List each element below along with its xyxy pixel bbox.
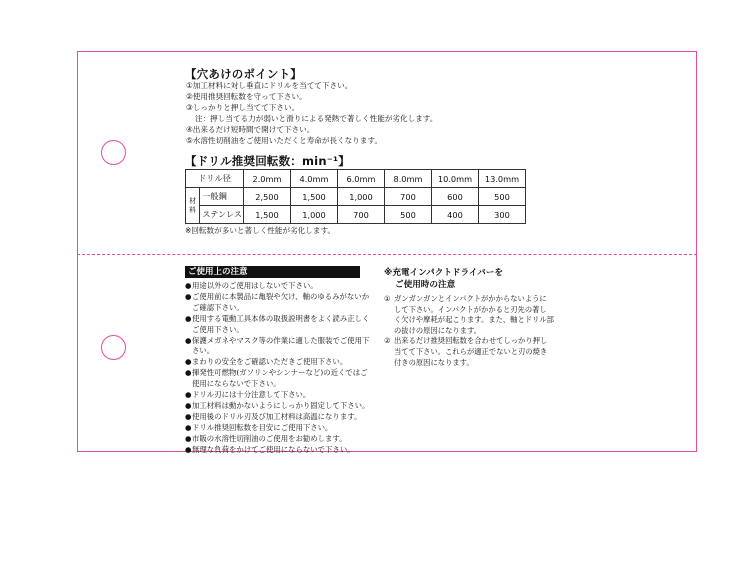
impact-driver-title — [384, 268, 503, 291]
list-item — [185, 445, 370, 456]
material-name: ステンレス — [200, 206, 244, 224]
size-8mm: 8.0mm — [385, 170, 432, 188]
table-cell: 2,500 — [244, 188, 291, 206]
step-4: ④出来るだけ短時間で開けて下さい。 — [186, 124, 315, 134]
caution-text: 用途以外のご使用はしないで下さい。 — [192, 281, 318, 290]
table-cell: 500 — [385, 206, 432, 224]
table-cell: 1,000 — [291, 206, 338, 224]
caution-text: ドリル推奨回転数を目安にご使用下さい。 — [192, 422, 333, 432]
size-10mm: 10.0mm — [432, 170, 479, 188]
size-6mm: 6.0mm — [338, 170, 385, 188]
drilling-points-title: 【穴あけのポイント】 — [185, 67, 302, 81]
bullet-icon: ● — [185, 422, 192, 432]
list-item — [185, 281, 370, 292]
rpm-table — [185, 169, 526, 224]
table-cell: 700 — [385, 188, 432, 206]
punch-hole-bottom — [101, 335, 126, 360]
bullet-icon: ● — [185, 433, 192, 443]
caution-text: 無理な負荷をかけてご使用にならないで下さい。 — [192, 444, 355, 454]
bullet-icon: ● — [185, 411, 192, 421]
step-1: ①加工材料に対し垂直にドリルを当てて下さい。 — [186, 81, 353, 90]
caution-text: 揮発性可燃物(ガソリンやシンナーなど)の近くではご使用にならないで下さい。 — [192, 368, 368, 389]
caution-list — [185, 281, 370, 456]
table-cell: 1,500 — [244, 206, 291, 224]
bullet-icon: ● — [185, 390, 192, 400]
item-number: ② — [384, 336, 391, 346]
caution-text: 加工材料は動かないようにしっかり固定して下さい。 — [192, 400, 370, 410]
list-item — [185, 401, 370, 412]
caution-text: ドリル刃には十分注意して下さい。 — [192, 390, 311, 400]
bullet-icon: ● — [185, 291, 192, 301]
material-group-label — [186, 188, 200, 224]
impact-title-line-2: ご使用時の注意 — [395, 279, 456, 290]
table-corner-label: ドリル径 — [186, 170, 244, 188]
list-item — [185, 434, 370, 445]
material-group-text: 材料 — [189, 196, 197, 214]
size-13mm: 13.0mm — [479, 170, 526, 188]
list-item — [185, 412, 370, 423]
fold-line — [77, 254, 697, 255]
bullet-icon: ● — [185, 400, 192, 410]
material-name: 一般鋼 — [200, 188, 244, 206]
table-cell: 300 — [479, 206, 526, 224]
caution-text: ご使用前に本製品に亀裂や欠け、軸のゆるみがないかご確認下さい。 — [192, 291, 370, 312]
impact-text: 出来るだけ推奨回転数を合わせてしっかり押し当てて下さい。これらが適正でないと刃の焼き付きの原因になります。 — [394, 336, 548, 367]
step-3: ③しっかりと押し当てて下さい。 — [186, 102, 300, 112]
impact-title-line-1: ※充電インパクトドライバーを — [384, 268, 504, 278]
list-item — [185, 314, 370, 336]
caution-text: 使用する電動工具本体の取扱説明書をよく読み正しくご使用下さい。 — [192, 313, 370, 334]
caution-text: 使用後のドリル刃及び加工材料は高温になります。 — [192, 411, 362, 421]
drilling-points-list — [186, 81, 437, 146]
table-row — [186, 188, 526, 206]
list-item — [384, 336, 554, 368]
caution-text: まわりの安全をご確認いただきご使用下さい。 — [192, 357, 348, 367]
list-item — [185, 357, 370, 368]
table-cell: 1,000 — [338, 188, 385, 206]
impact-driver-list — [384, 294, 554, 368]
rpm-table-title: 【ドリル推奨回転数：min⁻¹】 — [185, 154, 350, 168]
step-3-note: 注：押し当てる力が弱いと滑りによる発熱で著しく性能が劣化します。 — [195, 113, 438, 123]
step-2: ②使用推奨回転数を守って下さい。 — [186, 91, 307, 101]
list-item — [185, 368, 370, 390]
table-cell: 600 — [432, 188, 479, 206]
caution-text: 市販の水溶性切削油のご使用をお勧めします。 — [192, 433, 347, 443]
bullet-icon: ● — [185, 281, 192, 290]
caution-text: 保護メガネやマスク等の作業に適した服装でご使用下さい。 — [192, 335, 370, 356]
list-item — [185, 390, 370, 401]
list-item — [384, 294, 554, 336]
impact-text: ガンガンガンとインパクトがかからないようにして下さい。インパクトがかかると刃先の著しく欠けや摩耗が起こります。また、軸とドリル部の抜けの原因になります。 — [394, 294, 554, 335]
bullet-icon: ● — [185, 444, 192, 454]
table-cell: 700 — [338, 206, 385, 224]
table-cell: 1,500 — [291, 188, 338, 206]
rpm-note: ※回転数が多いと著しく性能が劣化します。 — [185, 226, 336, 235]
item-number: ① — [384, 294, 391, 303]
table-row — [186, 206, 526, 224]
caution-title-bar: ご使用上の注意 — [185, 266, 360, 278]
size-4mm: 4.0mm — [291, 170, 338, 188]
table-cell: 500 — [479, 188, 526, 206]
step-5: ⑤水溶性切削油をご使用いただくと寿命が長くなります。 — [186, 135, 383, 145]
punch-hole-top — [101, 140, 126, 165]
list-item — [185, 423, 370, 434]
size-2mm: 2.0mm — [244, 170, 291, 188]
bullet-icon: ● — [185, 335, 192, 345]
list-item — [185, 292, 370, 314]
table-cell: 400 — [432, 206, 479, 224]
bullet-icon: ● — [185, 368, 192, 378]
bullet-icon: ● — [185, 357, 192, 367]
list-item — [185, 336, 370, 358]
bullet-icon: ● — [185, 313, 192, 323]
table-header-row — [186, 170, 526, 188]
